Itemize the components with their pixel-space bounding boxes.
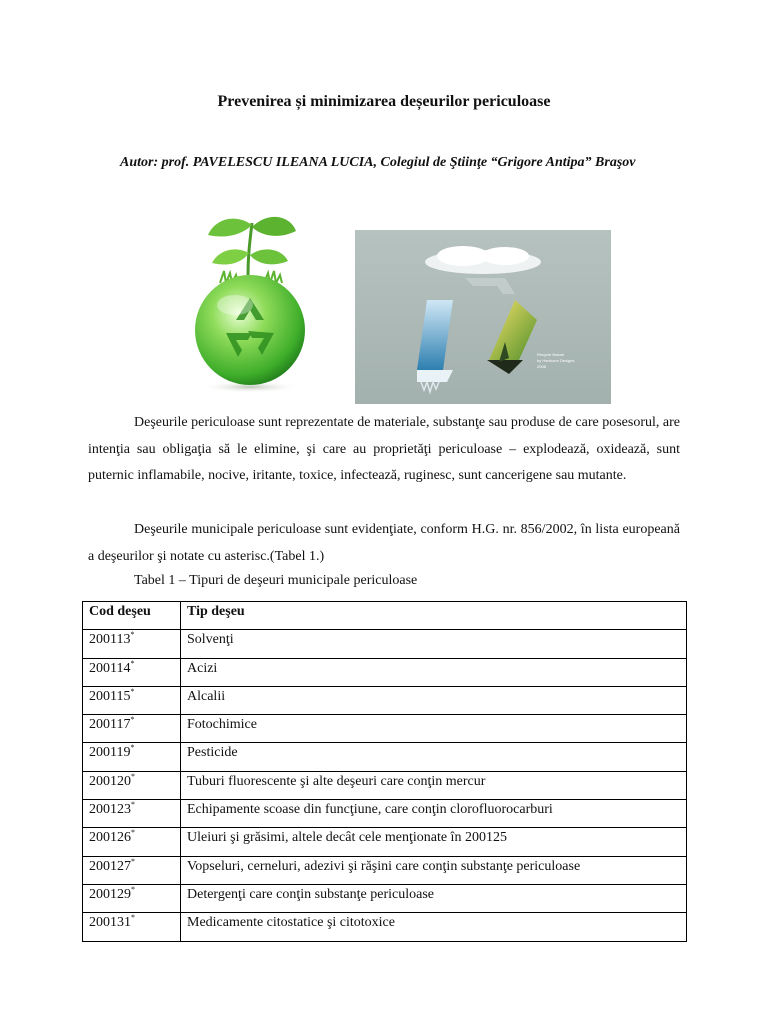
waste-code: 200129	[89, 886, 131, 902]
waste-type-cell: Pesticide	[181, 743, 687, 771]
asterisk-marker: *	[130, 630, 135, 640]
asterisk-marker: *	[131, 884, 135, 894]
waste-type-cell: Solvenţi	[181, 630, 687, 658]
waste-code: 200113	[89, 632, 131, 648]
waste-type-cell: Medicamente citostatice şi citotoxice	[181, 913, 687, 941]
author-line: Autor: prof. PAVELESCU ILEANA LUCIA, Colegiul de Ştiinţe “Grigore Antipa” Braşov	[120, 155, 636, 170]
waste-code-cell	[83, 715, 181, 743]
waste-code-cell	[83, 856, 181, 884]
paragraph-municipal-waste	[88, 517, 680, 570]
asterisk-marker: *	[131, 800, 135, 810]
asterisk-marker: *	[131, 771, 135, 781]
waste-code: 200120	[89, 773, 131, 789]
waste-code-cell	[83, 884, 181, 912]
waste-code-cell	[83, 743, 181, 771]
table-row	[83, 658, 687, 686]
waste-code: 200119	[89, 745, 131, 761]
photo-caption-line-1: Recycle Nature	[537, 352, 565, 357]
waste-type-cell: Fotochimice	[181, 715, 687, 743]
waste-type-cell: Echipamente scoase din funcţiune, care conţin clorofluorocarburi	[181, 800, 687, 828]
table-row	[83, 856, 687, 884]
waste-type-cell: Acizi	[181, 658, 687, 686]
table-row	[83, 715, 687, 743]
table-body	[83, 630, 687, 941]
paragraph-hazardous-waste	[88, 410, 680, 490]
waste-code: 200131	[89, 915, 131, 931]
waste-type-cell: Alcalii	[181, 686, 687, 714]
asterisk-marker: *	[131, 828, 135, 838]
header-waste-code: Cod deşeu	[83, 602, 181, 630]
waste-type-cell: Tuburi fluorescente şi alte deşeuri care conţin mercur	[181, 771, 687, 799]
paragraph-1-text: Deşeurile periculoase sunt reprezentate de materiale, substanţe sau produse de care posesorul, are intenţia sau obligaţia să le elimine, şi care au proprietăţi periculoase – explodează, oxidează, sunt puternic inflamabile, nocive, iritante, toxice, infectează, ruginesc, sunt cancerigene sau mutante.	[88, 415, 680, 483]
waste-code: 200114	[89, 660, 131, 676]
waste-code-cell	[83, 913, 181, 941]
waste-code-cell	[83, 686, 181, 714]
waste-code: 200123	[89, 802, 131, 818]
waste-code-cell	[83, 630, 181, 658]
photo-caption-line-2: by Hardcore Designs	[537, 358, 575, 363]
table-row	[83, 800, 687, 828]
table-row	[83, 630, 687, 658]
photo-caption-line-3: 2008	[537, 364, 546, 369]
nature-recycle-photo	[355, 230, 611, 404]
paragraph-2-text: Deşeurile municipale periculoase sunt evidenţiate, conform H.G. nr. 856/2002, în lista europeană a deşeurilor şi notate cu asterisc.(Tabel 1.)	[88, 522, 680, 564]
waste-code-cell	[83, 771, 181, 799]
table-row	[83, 913, 687, 941]
waste-type-cell: Uleiuri şi grăsimi, altele decât cele menţionate în 200125	[181, 828, 687, 856]
asterisk-marker: *	[130, 658, 135, 668]
waste-code: 200126	[89, 830, 131, 846]
waste-code: 200117	[89, 717, 131, 733]
asterisk-marker: *	[131, 856, 135, 866]
table-caption: Tabel 1 – Tipuri de deşeuri municipale periculoase	[134, 573, 418, 588]
waste-code-cell	[83, 658, 181, 686]
table-row	[83, 743, 687, 771]
waste-codes-table	[82, 601, 687, 942]
table-row	[83, 828, 687, 856]
table-row	[83, 771, 687, 799]
table-header-row	[83, 602, 687, 630]
waste-code: 200127	[89, 858, 131, 874]
recycle-globe-image	[190, 205, 310, 395]
asterisk-marker: *	[130, 686, 135, 696]
waste-code-cell	[83, 800, 181, 828]
waste-code-cell	[83, 828, 181, 856]
table-row	[83, 686, 687, 714]
header-waste-type: Tip deşeu	[181, 602, 687, 630]
asterisk-marker: *	[130, 743, 135, 753]
waste-type-cell: Detergenţi care conţin substanţe periculoase	[181, 884, 687, 912]
waste-type-cell: Vopseluri, cerneluri, adezivi şi răşini care conţin substanţe periculoase	[181, 856, 687, 884]
waste-code: 200115	[89, 688, 131, 704]
asterisk-marker: *	[130, 715, 135, 725]
asterisk-marker: *	[131, 913, 135, 923]
document-title: Prevenirea și minimizarea deșeurilor periculoase	[217, 93, 551, 110]
table-row	[83, 884, 687, 912]
